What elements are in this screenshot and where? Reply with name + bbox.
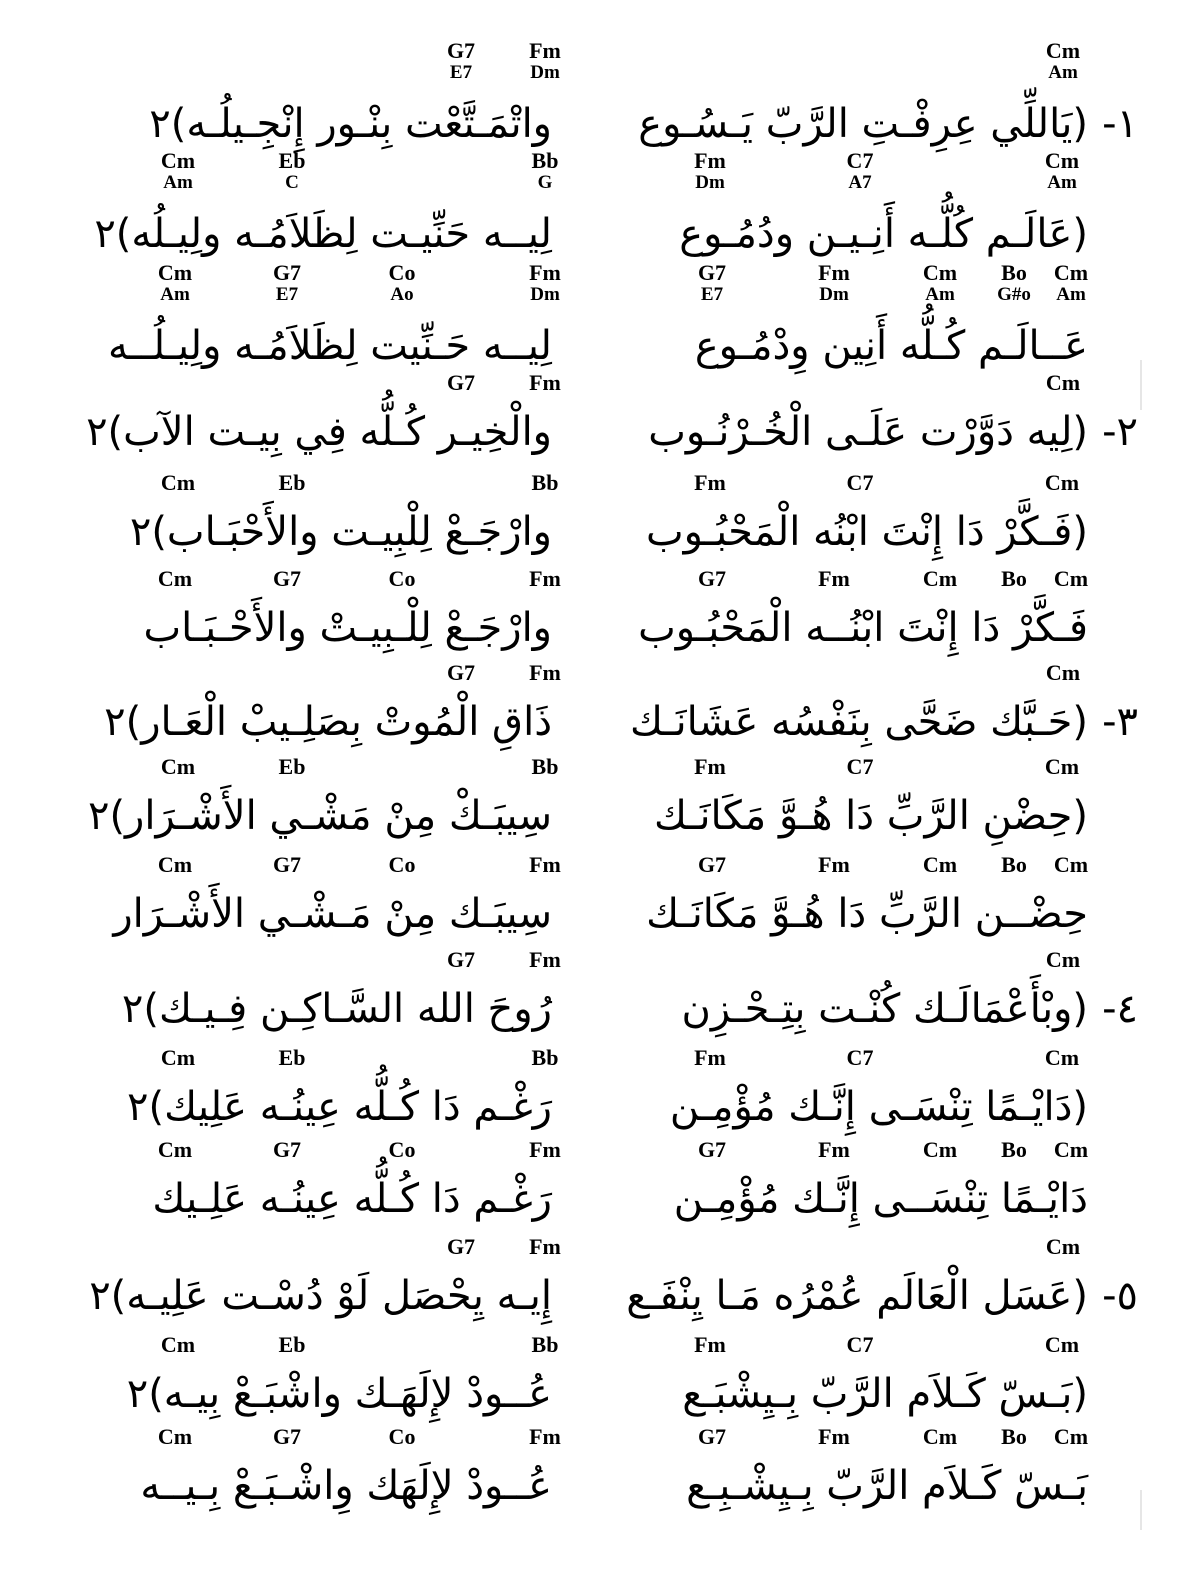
- scan-artifact: [1140, 360, 1142, 410]
- chord-label: Fm: [529, 1234, 561, 1259]
- chord-label: Fm: [529, 566, 561, 591]
- chord-label: Cm: [1053, 1137, 1089, 1162]
- chord-label: Bb: [531, 148, 559, 173]
- chord-label: C7: [846, 470, 874, 495]
- lyric-line: لِيــه حَنِّيـت لِظَلاَمُـه ولِيـلُه)٢: [94, 211, 552, 257]
- chord-label: Eb: [278, 1045, 306, 1070]
- chord-label: Cm: [1053, 260, 1089, 285]
- lyric-line: عُــودْ لإِلَهَـك واشْبَـعْ بِيـه)٢: [126, 1371, 552, 1417]
- chord-label: Fm: [529, 1137, 561, 1162]
- lyric-line: دَايْـمًا تِنْسَــى إِنَّـك مُؤْمِـن: [673, 1176, 1088, 1222]
- chord-label: Bo: [1001, 260, 1027, 285]
- chord-label: C7: [846, 148, 874, 173]
- chord-label: Eb: [278, 148, 306, 173]
- chord-label: Cm: [157, 1137, 193, 1162]
- chord-alt-label: E7: [700, 284, 724, 305]
- chord-label: Eb: [278, 470, 306, 495]
- chord-alt-label: Dm: [530, 62, 560, 83]
- chord-label: Cm: [922, 260, 958, 285]
- lyric-line: (بَـسّ كَـلاَم الرَّبّ بِـيِشْبَـع: [682, 1371, 1088, 1417]
- chord-label: Cm: [160, 754, 196, 779]
- chord-label: Co: [388, 1137, 416, 1162]
- lyric-line: عَــالَـم كُـلُّه أَنِين وِدْمُـوع: [694, 323, 1088, 369]
- chord-alt-label: E7: [275, 284, 299, 305]
- lyric-line: ذَاقِ الْمُوتْ بِصَلِـيبْ الْعَـار)٢: [104, 699, 552, 745]
- lyric-line: بَـسّ كَـلاَم الرَّبّ بِـيِشْـبِـع: [686, 1463, 1088, 1509]
- chord-label: Bb: [531, 754, 559, 779]
- lyric-line: (عَسَل الْعَالَم عُمْرُه مَـا يِنْفَـع: [626, 1273, 1088, 1319]
- chord-label: G7: [272, 1137, 302, 1162]
- chord-label: C7: [846, 754, 874, 779]
- chord-label: G7: [446, 370, 476, 395]
- chord-alt-label: Am: [163, 172, 193, 193]
- chord-label: Co: [388, 566, 416, 591]
- chord-label: Bb: [531, 1332, 559, 1357]
- chord-label: G7: [697, 1424, 727, 1449]
- scan-artifact: [1140, 1490, 1142, 1530]
- chord-label: G7: [272, 566, 302, 591]
- lyric-line: سِيبَـك مِنْ مَـشْـي الأَشْـرَار: [113, 891, 552, 937]
- chord-alt-label: G: [537, 172, 553, 193]
- chord-label: Fm: [818, 566, 850, 591]
- chord-label: Cm: [922, 566, 958, 591]
- lyric-line: لِيــه حَـنِّيت لِظَلاَمُـه ولِيـلُــه: [107, 323, 552, 369]
- chord-label: Eb: [278, 754, 306, 779]
- chord-label: Fm: [818, 260, 850, 285]
- chord-alt-label: Am: [160, 284, 190, 305]
- chord-label: Cm: [157, 566, 193, 591]
- verse-number: ٥-: [1102, 1273, 1138, 1319]
- chord-label: Cm: [1045, 38, 1081, 63]
- verse-number: ٢-: [1102, 409, 1138, 455]
- chord-label: C7: [846, 1332, 874, 1357]
- chord-label: Cm: [1044, 754, 1080, 779]
- chord-label: G7: [446, 38, 476, 63]
- chord-label: Fm: [529, 38, 561, 63]
- chord-label: Cm: [1044, 148, 1080, 173]
- chord-alt-label: Dm: [819, 284, 849, 305]
- chord-label: Cm: [160, 148, 196, 173]
- chord-label: Cm: [160, 1045, 196, 1070]
- chord-label: Bb: [531, 470, 559, 495]
- chord-label: Cm: [1045, 370, 1081, 395]
- chord-label: Fm: [694, 1045, 726, 1070]
- chord-label: Bb: [531, 1045, 559, 1070]
- chord-label: Fm: [529, 370, 561, 395]
- lyric-line: (لِيه دَوَّرْت عَلَـى الْخُـرْنُـوب: [648, 409, 1088, 455]
- chord-label: C7: [846, 1045, 874, 1070]
- chord-label: Cm: [1053, 566, 1089, 591]
- chord-label: G7: [272, 1424, 302, 1449]
- chord-label: Fm: [529, 947, 561, 972]
- chord-label: Fm: [694, 754, 726, 779]
- chord-label: Cm: [1044, 1332, 1080, 1357]
- lyric-line: فَـكَّرْ دَا إِنْتَ ابْنُــه الْمَحْبُـوب: [638, 605, 1088, 651]
- lyric-line: إِيـه يِحْصَل لَوْ دُسْـت عَلِيـه)٢: [89, 1273, 552, 1319]
- chord-label: G7: [446, 947, 476, 972]
- lyric-line: رَغْـم دَا كُـلُّه عِينُـه عَلِيك)٢: [127, 1084, 552, 1130]
- chord-label: Cm: [1045, 1234, 1081, 1259]
- chord-alt-label: Ao: [390, 284, 414, 305]
- verse-number: ٤-: [1102, 986, 1138, 1032]
- lyric-line: واتْمَـتَّعْت بِنْـور إِنْجِـيلُـه)٢: [149, 101, 552, 147]
- chord-label: Cm: [922, 1424, 958, 1449]
- chord-alt-label: Am: [1056, 284, 1086, 305]
- chord-label: Cm: [1045, 947, 1081, 972]
- chord-alt-label: Am: [1048, 62, 1078, 83]
- lyric-line: (وبْأَعْمَالَـك كُنْـت بِتِـحْـزِن: [681, 986, 1088, 1032]
- chord-label: Co: [388, 260, 416, 285]
- chord-label: Fm: [529, 1424, 561, 1449]
- lyric-line: (حَـبَّك ضَحَّى بِنَفْسُه عَشَانَـك: [630, 699, 1088, 745]
- chord-alt-label: Dm: [530, 284, 560, 305]
- chord-label: Cm: [1045, 660, 1081, 685]
- chord-label: Cm: [160, 470, 196, 495]
- chord-alt-label: Am: [925, 284, 955, 305]
- chord-label: Co: [388, 852, 416, 877]
- chord-label: Fm: [818, 1424, 850, 1449]
- chord-label: Fm: [529, 260, 561, 285]
- chord-label: Cm: [157, 1424, 193, 1449]
- lyric-line: (عَالَـم كُلُّـه أَنِـيـن ودُمُـوع: [679, 211, 1088, 257]
- chord-label: Fm: [694, 1332, 726, 1357]
- chord-label: Fm: [694, 470, 726, 495]
- chord-label: Bo: [1001, 1137, 1027, 1162]
- chord-label: G7: [697, 852, 727, 877]
- verse-number: ٣-: [1102, 699, 1138, 745]
- lyric-line: وارْجَـعْ لِلْبِيـت والأَحْبَـاب)٢: [129, 509, 552, 555]
- lyric-line: عُــودْ لإِلَهَك وِاشْـبَـعْ بِـيــه: [140, 1463, 552, 1509]
- lyric-line: سِيبَـكْ مِنْ مَشْـي الأَشْـرَار)٢: [87, 793, 552, 839]
- chord-label: Bo: [1001, 566, 1027, 591]
- chord-label: Cm: [1044, 470, 1080, 495]
- verse-number: ١-: [1102, 101, 1138, 147]
- chord-label: Cm: [1053, 852, 1089, 877]
- chord-label: G7: [697, 566, 727, 591]
- chord-label: Cm: [922, 1137, 958, 1162]
- chord-alt-label: C: [285, 172, 299, 193]
- chord-label: Cm: [157, 852, 193, 877]
- chord-label: Fm: [818, 1137, 850, 1162]
- lyric-line: (حِضْنِ الرَّبِّ دَا هُـوَّ مَكَانَـك: [653, 793, 1088, 839]
- chord-label: Cm: [1044, 1045, 1080, 1070]
- lyric-line: رُوحَ الله السَّـاكِـن فِـيـك)٢: [121, 986, 552, 1032]
- lyric-line: (يَاللِّي عِرِفْـتِ الرَّبّ يَـسُـوع: [638, 101, 1088, 147]
- chord-alt-label: G#o: [997, 284, 1031, 305]
- chord-label: G7: [446, 660, 476, 685]
- chord-label: Eb: [278, 1332, 306, 1357]
- lyric-line: (فَـكَّرْ دَا إِنْتَ ابْنُه الْمَحْبُـوب: [645, 509, 1088, 555]
- chord-label: Cm: [922, 852, 958, 877]
- chord-label: G7: [272, 260, 302, 285]
- chord-label: Fm: [694, 148, 726, 173]
- chord-label: G7: [446, 1234, 476, 1259]
- chord-label: Cm: [160, 1332, 196, 1357]
- chord-label: Cm: [1053, 1424, 1089, 1449]
- chord-alt-label: Dm: [695, 172, 725, 193]
- chord-label: Bo: [1001, 1424, 1027, 1449]
- chord-label: G7: [697, 260, 727, 285]
- chord-alt-label: E7: [449, 62, 473, 83]
- chord-label: G7: [272, 852, 302, 877]
- chord-alt-label: Am: [1047, 172, 1077, 193]
- chord-label: Fm: [529, 660, 561, 685]
- lyric-line: (دَايْـمًا تِنْسَـى إِنَّـك مُؤْمِـن: [669, 1084, 1088, 1130]
- chord-label: Fm: [818, 852, 850, 877]
- lyric-line: رَغْـم دَا كُـلُّه عِينُـه عَلِـيك: [152, 1176, 552, 1222]
- chord-label: Fm: [529, 852, 561, 877]
- chord-label: G7: [697, 1137, 727, 1162]
- chord-label: Co: [388, 1424, 416, 1449]
- lyric-line: حِضْــن الرَّبِّ دَا هُـوَّ مَكَانَـك: [646, 891, 1088, 937]
- chord-label: Cm: [157, 260, 193, 285]
- chord-label: Bo: [1001, 852, 1027, 877]
- lyric-line: والْخِيـر كُـلُّه فِي بِيـت الآب)٢: [86, 409, 552, 455]
- chord-alt-label: A7: [848, 172, 872, 193]
- lyric-line: وارْجَـعْ لِلْـبِيـتْ والأَحْـبَـاب: [143, 605, 552, 651]
